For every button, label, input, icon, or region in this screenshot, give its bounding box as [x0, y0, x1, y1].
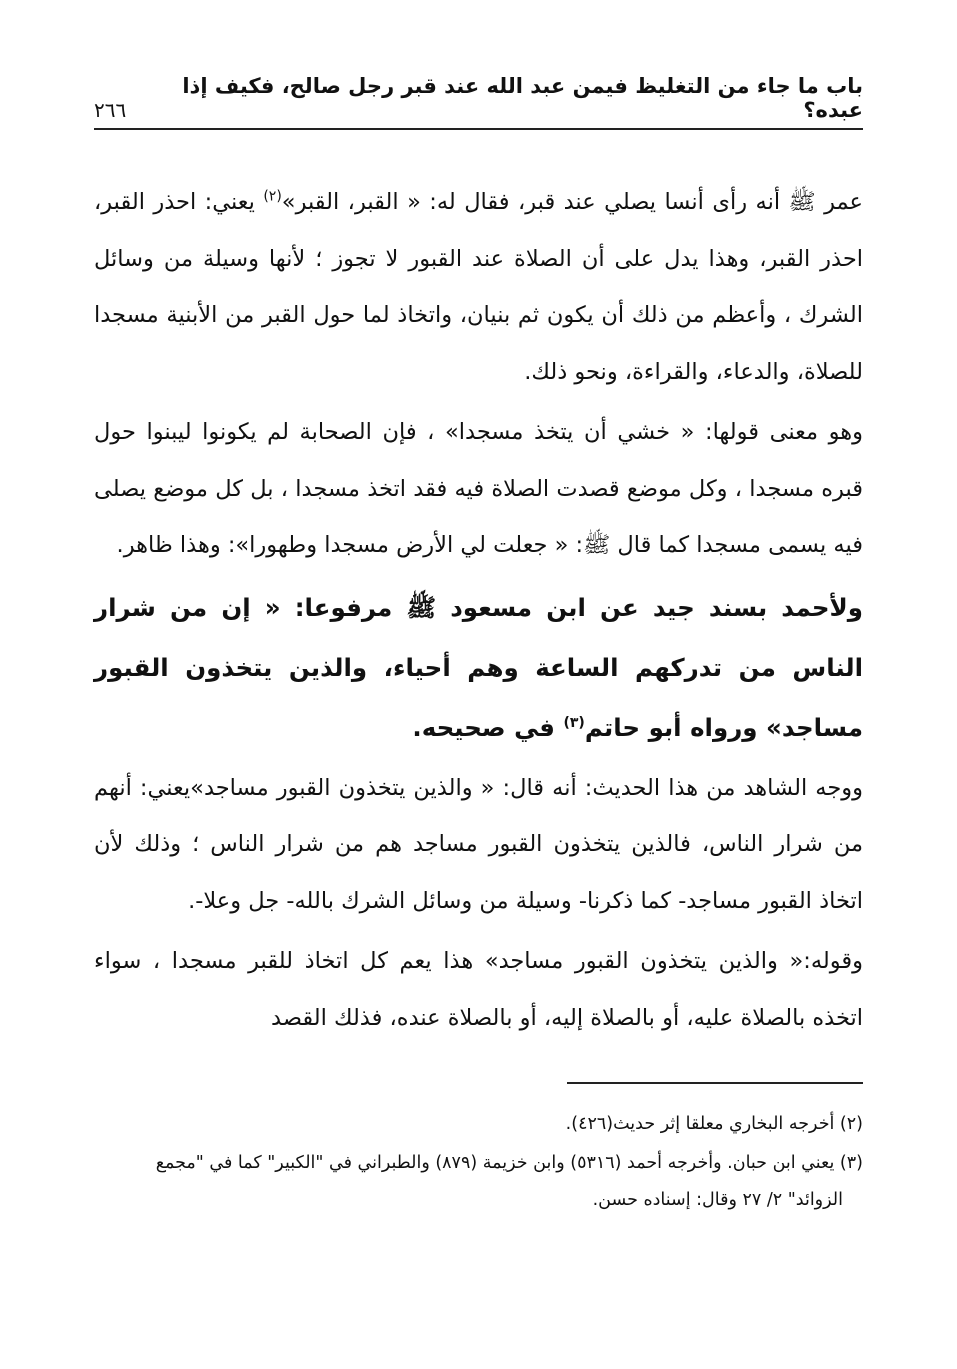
paragraph: ووجه الشاهد من هذا الحديث: أنه قال: « والذين يتخذون القبور مساجد»يعني: أنهم من شرار الناس، فالذين يتخذون القبور مساجد هم من شرار الناس ؛ وذلك لأن اتخاذ القبور مساجد- كما ذكرنا- وسيلة من وسائل الشرك بالله- جل وعلا-. — [94, 774, 863, 914]
page-header — [94, 74, 863, 130]
paragraph: وقوله:« والذين يتخذون القبور مساجد» هذا يعم كل اتخاذ للقبر مسجدا ، سواء اتخذه بالصلاة عليه، أو بالصلاة إليه، أو بالصلاة عنده، فذلك القصد — [94, 948, 863, 1031]
footnotes — [94, 1106, 863, 1219]
footnote: (٣) يعني ابن حبان. وأخرجه أحمد (٥٣١٦) وابن خزيمة (٨٧٩) والطبراني في "الكبير" كما في "مجمع الزوائد" ٢/ ٢٧ وقال: إسناده حسن. — [155, 1153, 863, 1210]
hadith-paragraph: ولأحمد بسند جيد عن ابن مسعود ﷺ مرفوعا: « إن من شرار الناس من تدركهم الساعة وهم أحياء، والذين يتخذون القبور مساجد» ورواه أبو حاتم$^{(٣)}$ في صحيحه. — [94, 592, 863, 742]
paragraph: وهو معنى قولها: « خشي أن يتخذ مسجدا» ، فإن الصحابة لم يكونوا ليبنوا حول قبره مسجدا ، وكل موضع قصدت الصلاة فيه فقد اتخذ مسجدا ، بل كل موضع يصلى فيه يسمى مسجدا كما قال ﷺ: « جعلت لي الأرض مسجدا وطهورا»: وهذا ظاهر. — [94, 419, 863, 558]
footnote-ref: (٢) — [263, 188, 282, 205]
footnote: (٢) أخرجه البخاري معلقا إثر حديث(٤٢٦). — [565, 1114, 863, 1134]
chapter-title: باب ما جاء من التغليظ فيمن عبد الله عند قبر رجل صالح، فكيف إذا عبده؟ — [182, 74, 863, 122]
page-number: ٢٦٦ — [94, 98, 127, 122]
footnote-divider — [567, 1082, 863, 1084]
footnote-ref: (٣) — [563, 714, 585, 731]
main-text — [94, 174, 863, 1046]
paragraph: عمر ﷺ أنه رأى أنسا يصلي عند قبر، فقال له: « القبر، القبر»$^{(٢)}$ يعني: احذر القبر، احذر القبر، وهذا يدل على أن الصلاة عند القبور لا تجوز ؛ لأنها وسيلة من وسائل الشرك ، وأعظم من ذلك أن يكون ثم بنيان، واتخاذ لما حول القبر من الأبنية مسجدا للصلاة، والدعاء، والقراءة، ونحو ذلك. — [94, 188, 863, 385]
